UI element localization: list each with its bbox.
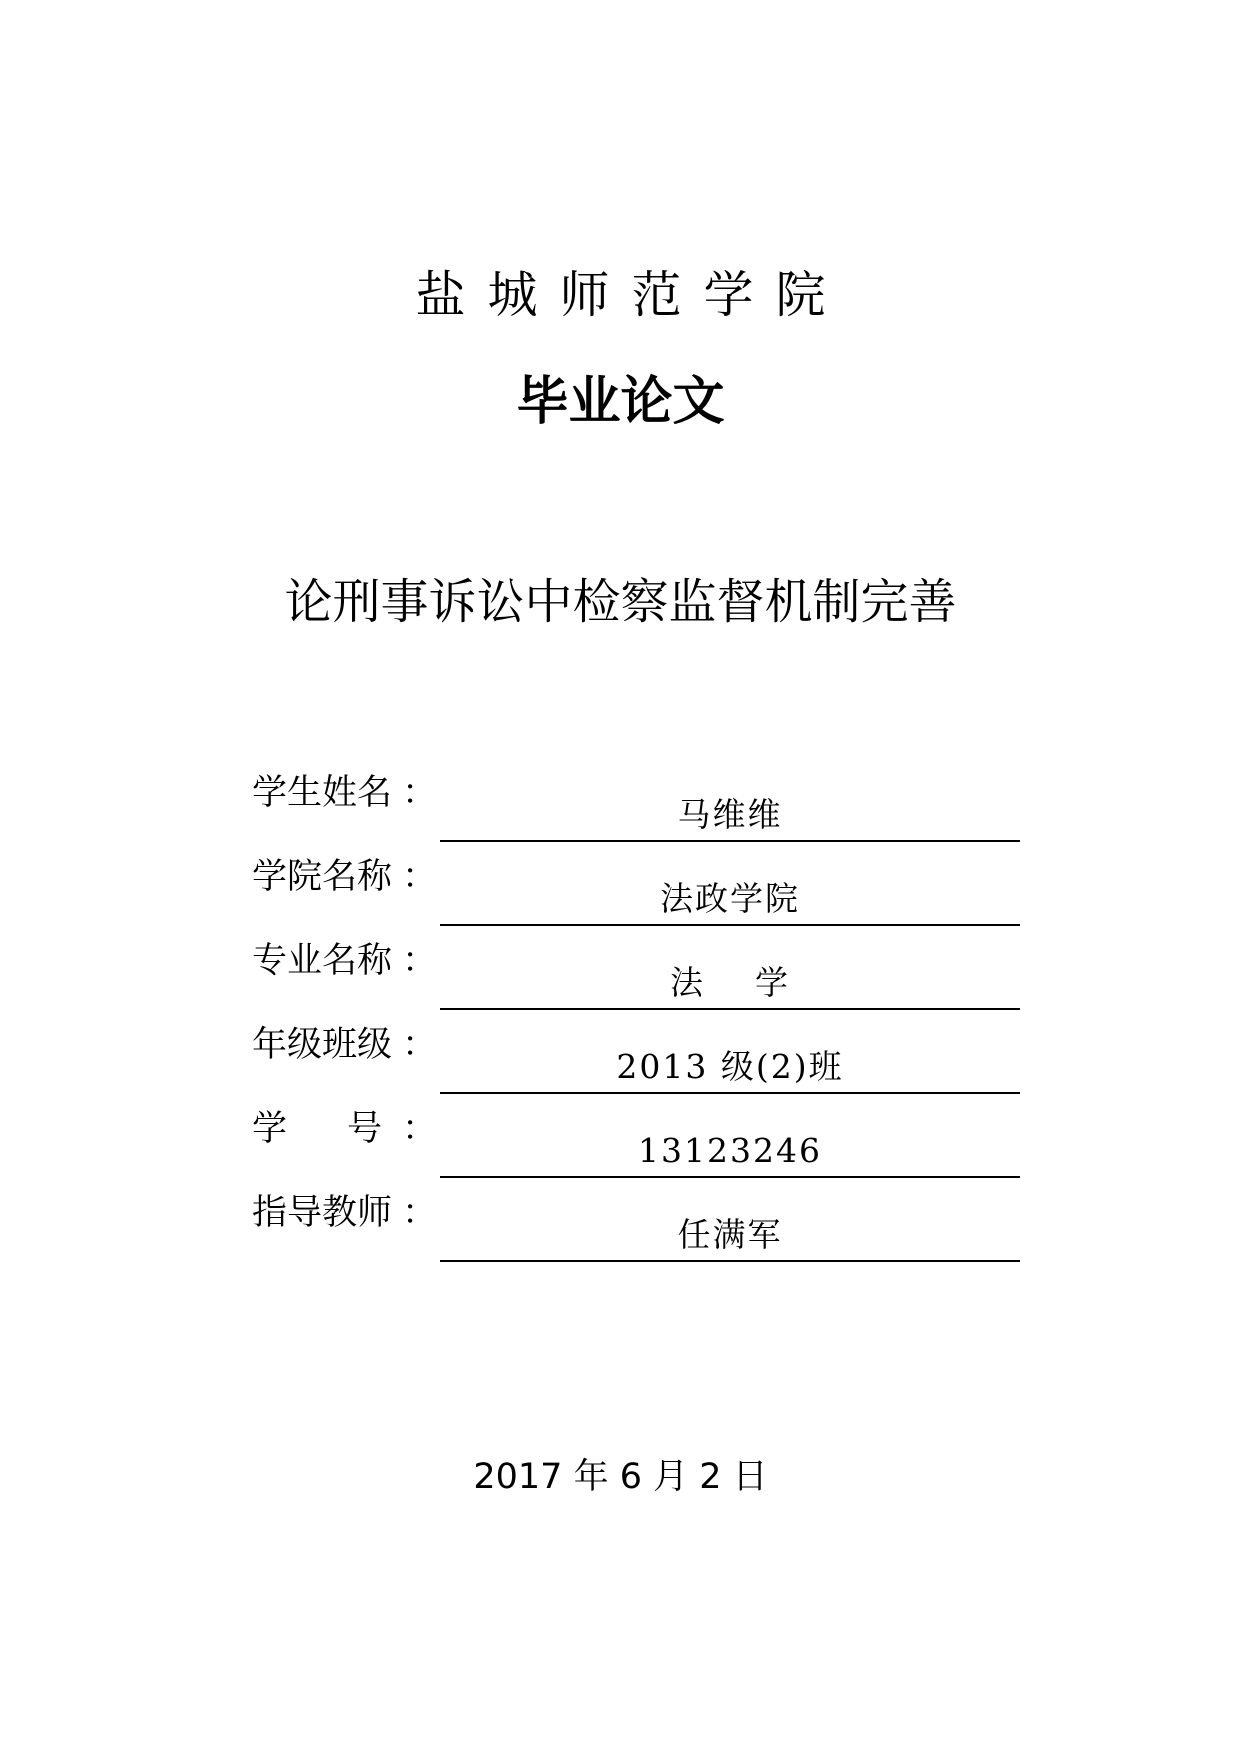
label-colon: ： [402, 1109, 438, 1149]
student-id-label-char: 号 [346, 1109, 382, 1149]
info-row-grade-class [252, 1020, 1020, 1104]
major-name-value: 法 学 [440, 958, 1020, 1010]
student-info-table [252, 768, 1020, 1272]
student-name-value: 马维维 [440, 790, 1020, 842]
info-row-college-name [252, 852, 1020, 936]
student-id-label [252, 1104, 422, 1154]
student-id-value: 13123246 [440, 1126, 1020, 1178]
info-row-major-name [252, 936, 1020, 1020]
major-name-label: 专业名称 [252, 941, 393, 981]
label-colon: ： [402, 773, 438, 813]
info-row-student-id [252, 1104, 1020, 1188]
submission-date: 2017 年 6 月 2 日 [473, 1457, 768, 1497]
label-colon: ： [402, 1193, 438, 1233]
info-row-advisor [252, 1188, 1020, 1272]
thesis-type: 毕业论文 [516, 372, 725, 432]
grade-class-label: 年级班级 [252, 1025, 393, 1065]
label-colon: ： [402, 941, 438, 981]
advisor-value: 任满军 [440, 1210, 1020, 1262]
info-row-student-name [252, 768, 1020, 852]
college-name-value: 法政学院 [440, 874, 1020, 926]
label-colon: ： [402, 1025, 438, 1065]
label-colon: ： [402, 857, 438, 897]
college-name-label: 学院名称 [252, 857, 393, 897]
student-id-label-char: 学 [252, 1109, 288, 1149]
thesis-title: 论刑事诉讼中检察监督机制完善 [284, 574, 957, 630]
grade-class-value: 2013 级(2)班 [440, 1042, 1020, 1094]
advisor-label: 指导教师 [252, 1193, 393, 1233]
university-name: 盐城师范学院 [415, 266, 848, 324]
student-name-label: 学生姓名 [252, 773, 393, 813]
